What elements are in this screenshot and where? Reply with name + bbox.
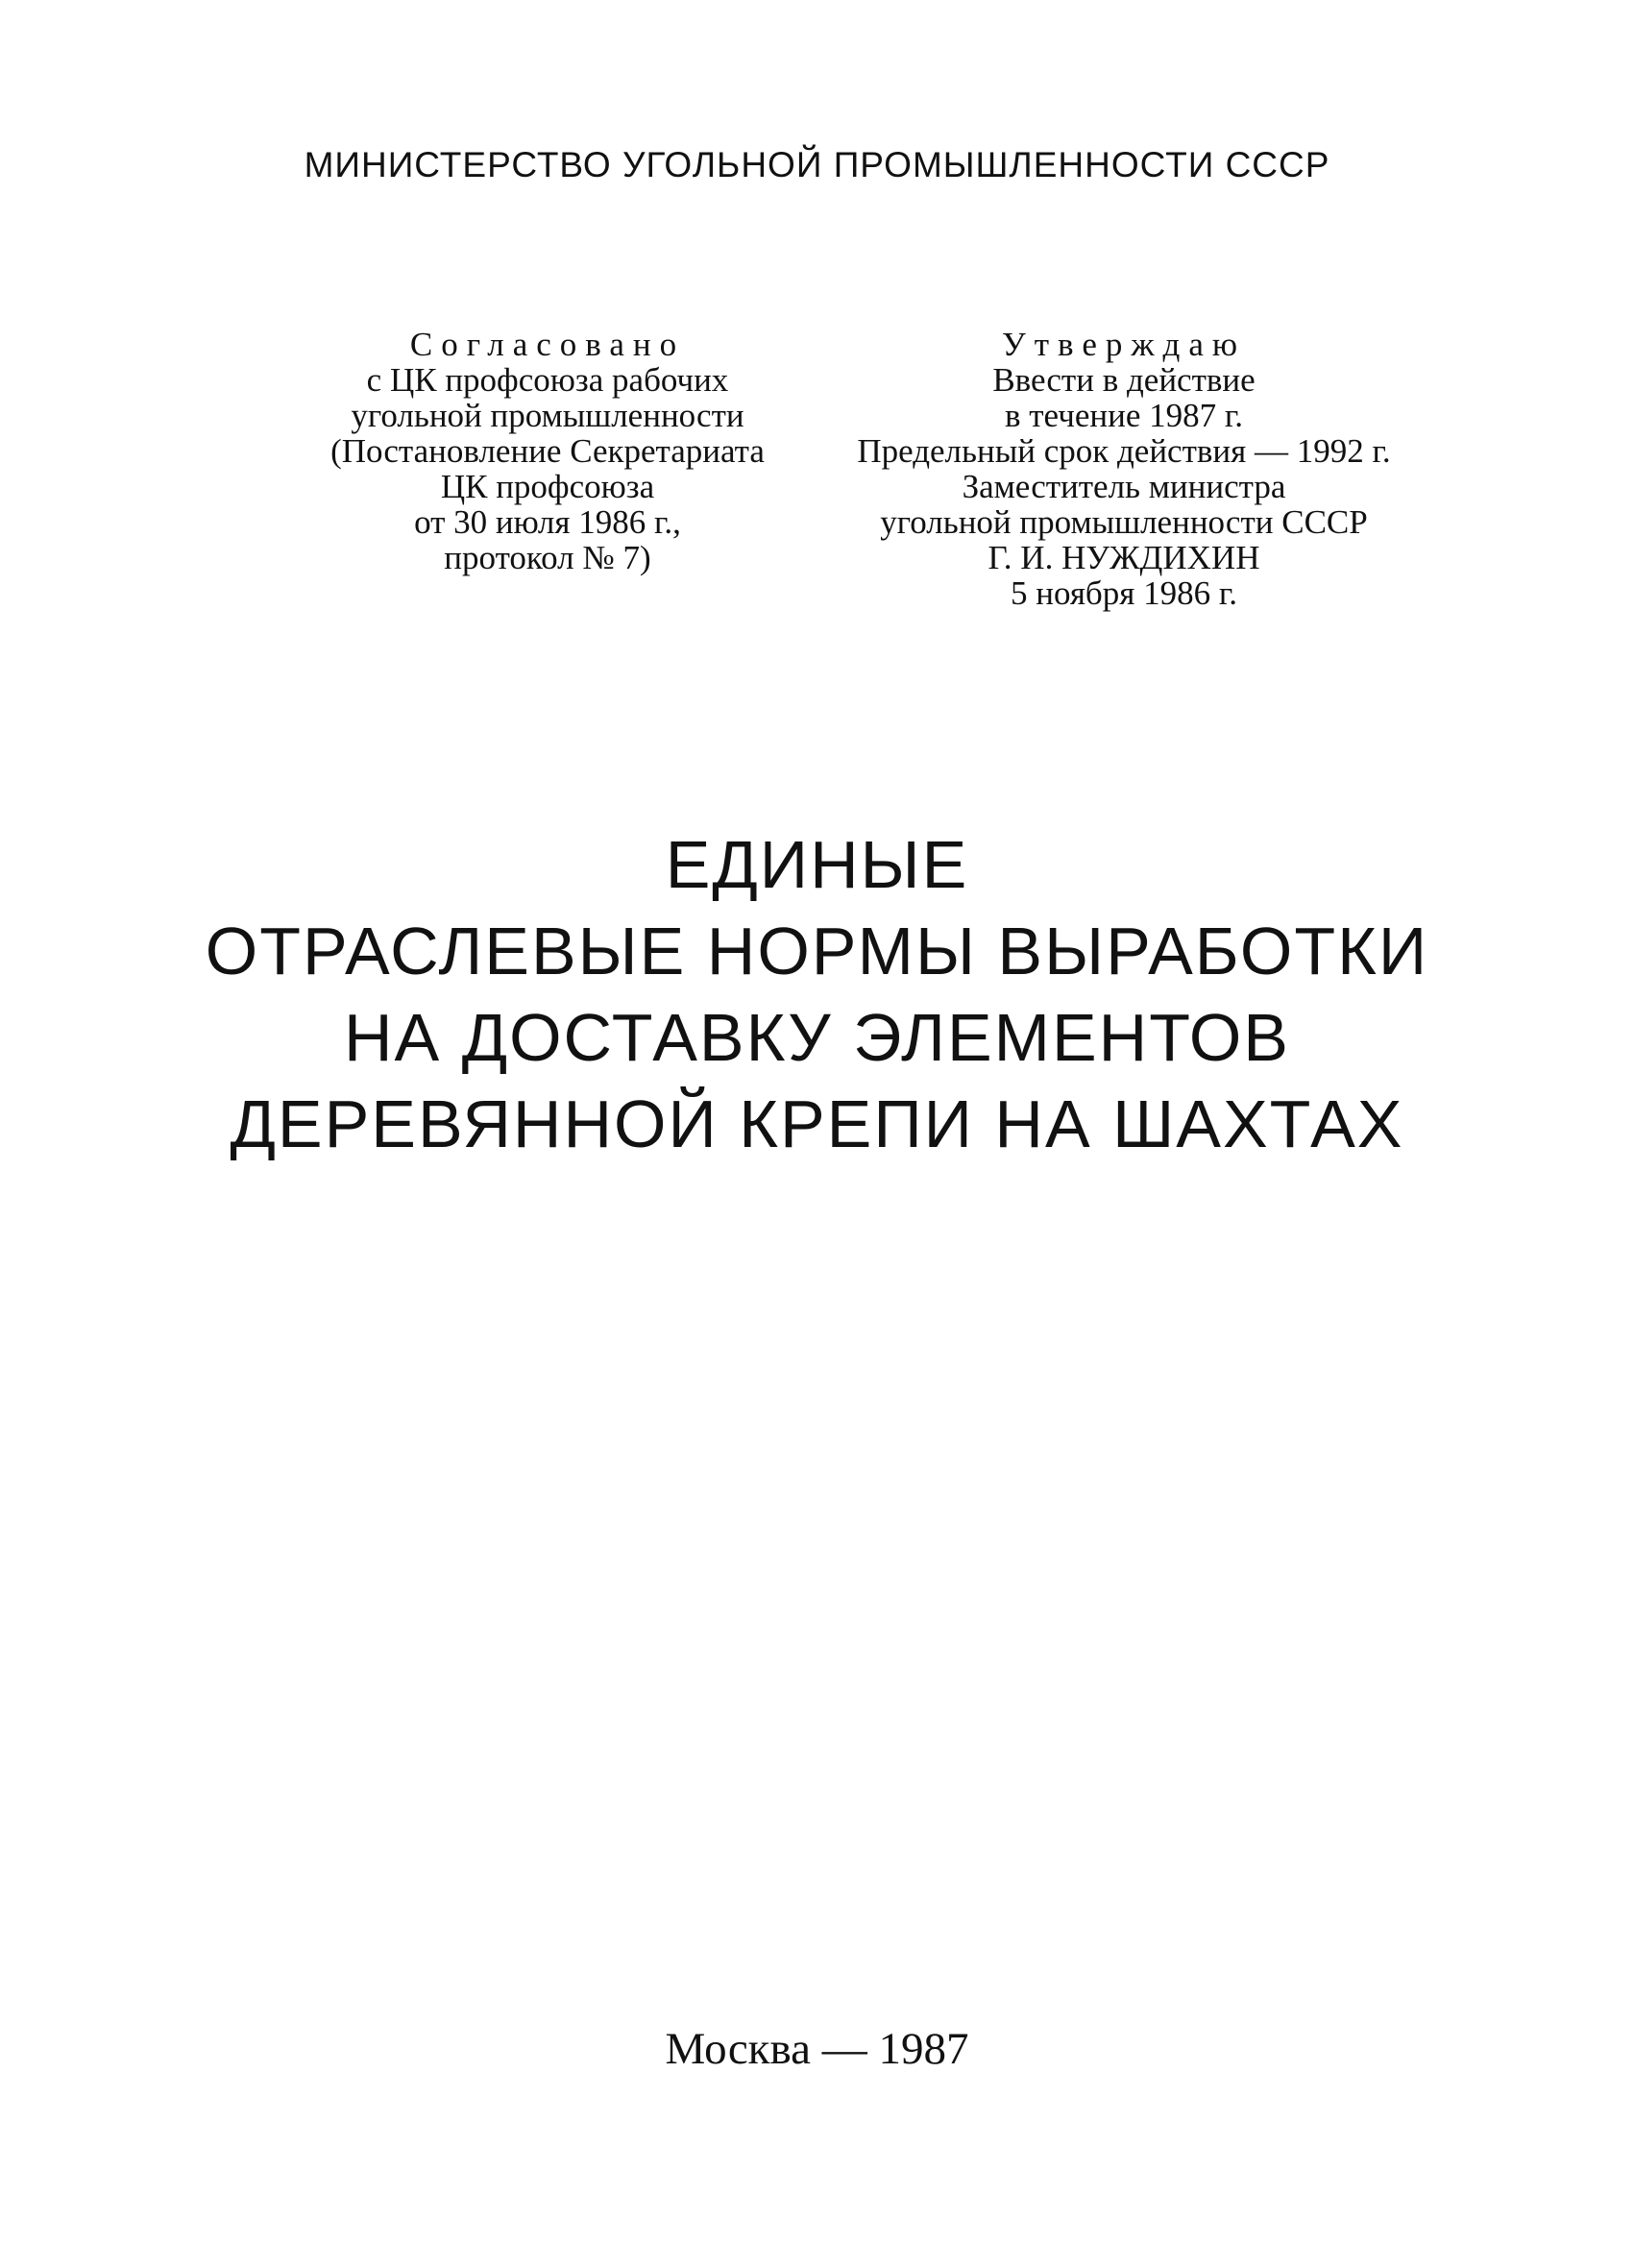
agreed-line: угольной промышленности bbox=[351, 397, 744, 434]
approved-line: Г. И. НУЖДИХИН bbox=[988, 539, 1260, 576]
approved-line: угольной промышленности СССР bbox=[880, 503, 1368, 541]
title-line: ДЕРЕВЯННОЙ КРЕПИ НА ШАХТАХ bbox=[230, 1086, 1404, 1161]
agreed-line: протокол № 7) bbox=[444, 539, 651, 576]
title-line: ОТРАСЛЕВЫЕ НОРМЫ ВЫРАБОТКИ bbox=[205, 914, 1429, 988]
agreed-line: с ЦК профсоюза рабочих bbox=[366, 361, 729, 399]
title-line: ЕДИНЫЕ bbox=[665, 827, 969, 902]
approved-line: Предельный срок действия — 1992 г. bbox=[857, 432, 1391, 470]
agreed-line: ЦК профсоюза bbox=[440, 468, 655, 505]
approved-line: Ввести в действие bbox=[992, 361, 1256, 399]
approved-line: в течение 1987 г. bbox=[1004, 397, 1244, 434]
ministry-name: МИНИСТЕРСТВО УГОЛЬНОЙ ПРОМЫШЛЕННОСТИ СССР bbox=[304, 145, 1330, 184]
approved-line: Заместитель министра bbox=[962, 468, 1286, 505]
publication-place-year: Москва — 1987 bbox=[665, 2024, 969, 2074]
document-title bbox=[0, 821, 1634, 1167]
approved-heading: Утверждаю bbox=[1001, 326, 1247, 363]
agreed-line: от 30 июля 1986 г., bbox=[414, 503, 681, 541]
agreed-line: (Постановление Секретариата bbox=[330, 432, 765, 470]
agreed-block bbox=[279, 327, 817, 575]
approved-line: 5 ноября 1986 г. bbox=[1011, 574, 1237, 612]
approved-block bbox=[807, 327, 1441, 611]
agreed-heading: Согласовано bbox=[409, 326, 686, 363]
title-line: НА ДОСТАВКУ ЭЛЕМЕНТОВ bbox=[344, 1000, 1290, 1075]
